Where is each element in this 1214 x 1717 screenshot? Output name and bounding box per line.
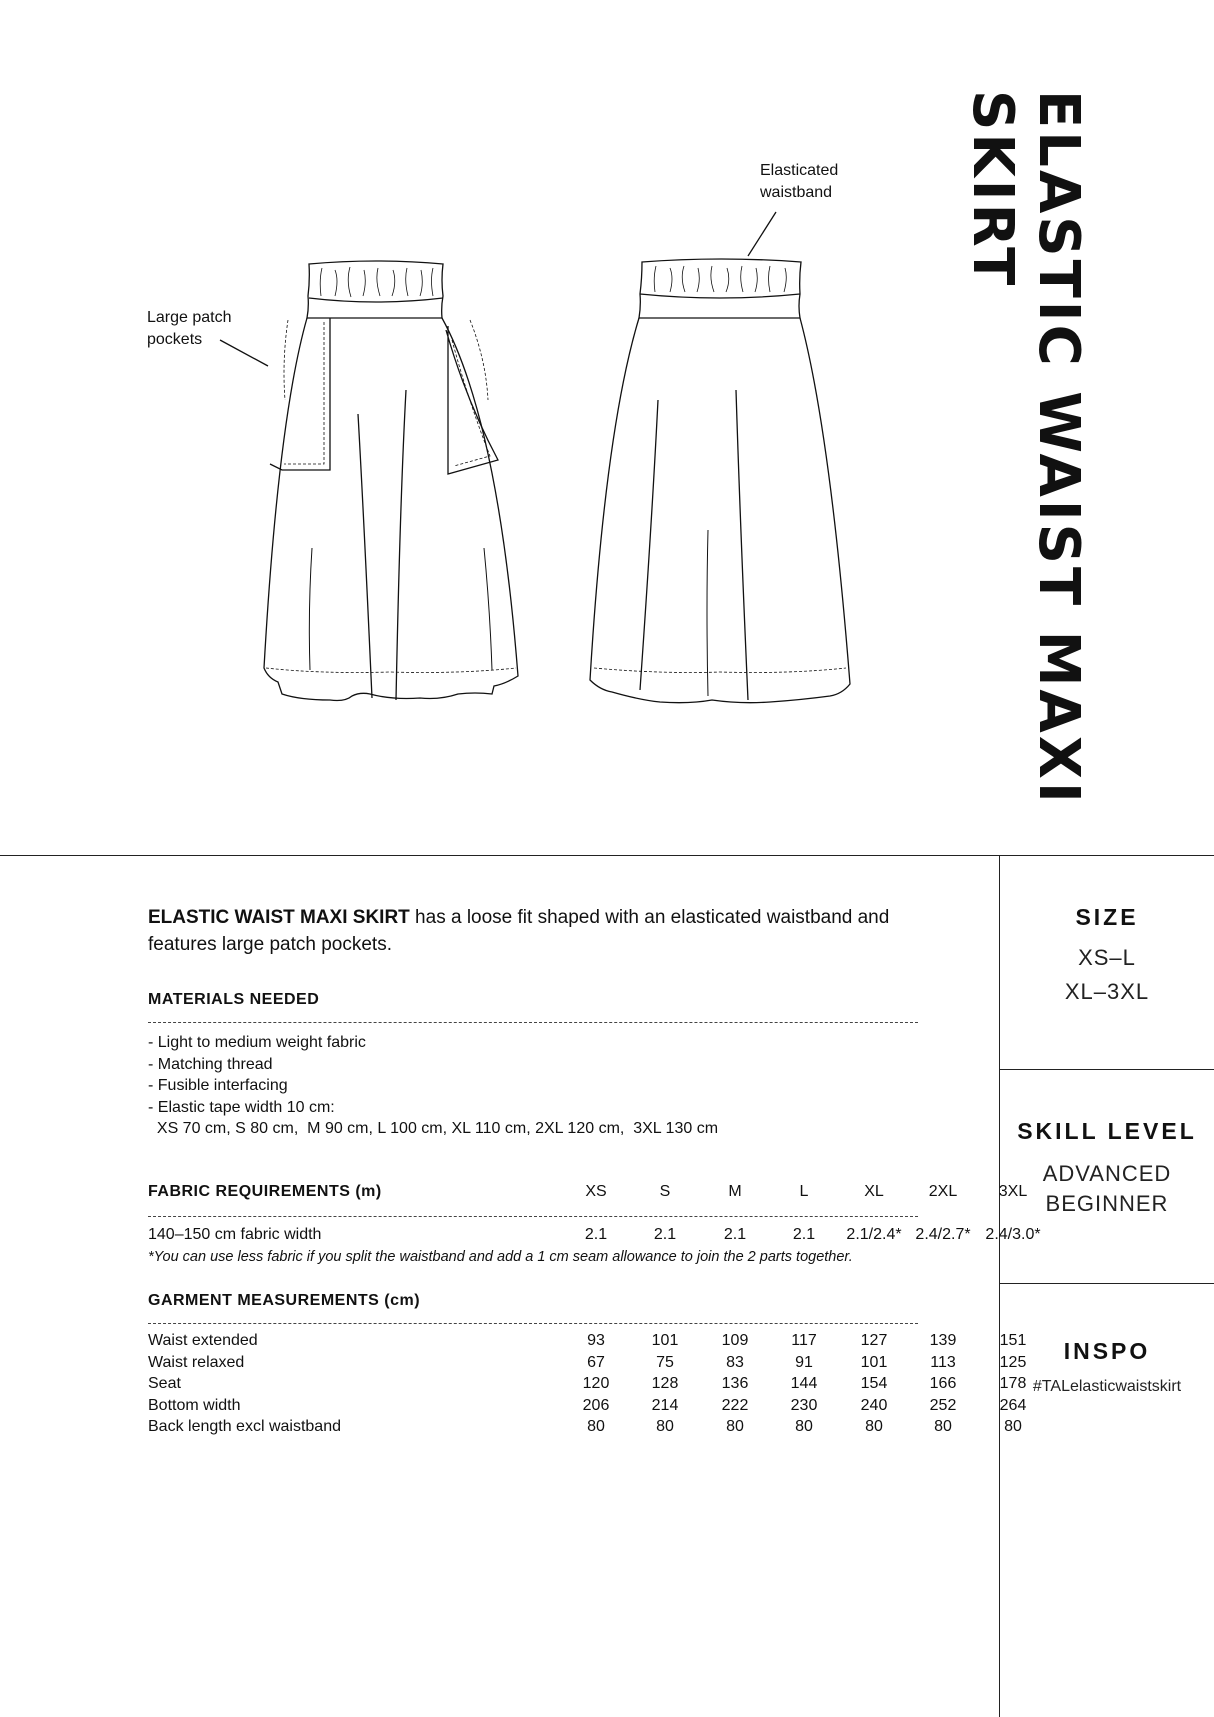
fabric-heading: FABRIC REQUIREMENTS (m) xyxy=(148,1183,382,1200)
size-header: 3XL xyxy=(998,1183,1028,1200)
pattern-description xyxy=(148,904,928,958)
table-cell: 139 xyxy=(929,1332,957,1349)
inspo-hashtag: #TALelasticwaistskirt xyxy=(1032,1378,1182,1395)
table-cell: 128 xyxy=(651,1375,679,1392)
table-cell: 109 xyxy=(721,1332,749,1349)
size-header: M xyxy=(728,1183,742,1200)
garment-dash-rule xyxy=(148,1323,918,1324)
fabric-cell: 2.1 xyxy=(653,1226,677,1243)
table-cell: 80 xyxy=(865,1418,883,1435)
garment-heading: GARMENT MEASUREMENTS (cm) xyxy=(148,1292,421,1309)
materials-item: - Matching thread xyxy=(148,1055,273,1073)
front-skirt-drawing xyxy=(264,261,518,701)
skill-level-value-1: ADVANCED xyxy=(1042,1161,1172,1186)
table-cell: 125 xyxy=(999,1353,1027,1371)
callout-waistband: Elasticated waistband xyxy=(760,162,839,201)
size-value-2: XL–3XL xyxy=(1064,979,1150,1004)
fabric-row-label: 140–150 cm fabric width xyxy=(148,1226,322,1243)
fabric-cell: 2.1 xyxy=(584,1226,608,1243)
horizontal-divider xyxy=(0,855,1214,856)
table-cell: 117 xyxy=(791,1332,817,1349)
table-cell: 80 xyxy=(1004,1418,1022,1435)
size-header: XL xyxy=(864,1183,884,1200)
size-header: L xyxy=(799,1183,809,1200)
title-line-1: ELASTIC WAIST MAXI xyxy=(1026,90,1091,806)
table-cell: 240 xyxy=(860,1396,888,1414)
table-cell: 101 xyxy=(651,1332,679,1349)
materials-list xyxy=(148,1032,718,1140)
table-cell: 80 xyxy=(587,1418,605,1435)
size-value-1: XS–L xyxy=(1078,945,1136,970)
back-skirt-drawing xyxy=(590,259,850,703)
table-cell: 178 xyxy=(999,1375,1027,1392)
fabric-cell: 2.4/3.0* xyxy=(985,1226,1041,1243)
fabric-cell: 2.4/2.7* xyxy=(915,1226,971,1243)
table-cell: 222 xyxy=(721,1396,749,1414)
row-label: Back length excl waistband xyxy=(148,1418,341,1435)
description-text: has a loose fit shaped with an elasticated waistband and features large patch pockets. xyxy=(148,907,890,955)
table-cell: 80 xyxy=(656,1418,674,1435)
table-cell: 206 xyxy=(582,1396,610,1414)
table-cell: 113 xyxy=(930,1353,956,1371)
table-cell: 75 xyxy=(656,1353,674,1371)
materials-heading: MATERIALS NEEDED xyxy=(148,991,320,1008)
row-label: Seat xyxy=(148,1375,181,1392)
table-cell: 80 xyxy=(795,1418,813,1435)
table-cell: 166 xyxy=(929,1375,957,1392)
fabric-dash-rule xyxy=(148,1216,918,1217)
table-cell: 230 xyxy=(790,1396,818,1414)
row-label: Waist relaxed xyxy=(148,1353,245,1371)
materials-item: - Fusible interfacing xyxy=(148,1077,288,1094)
fabric-cell: 2.1 xyxy=(792,1226,816,1243)
fabric-cell: 2.1 xyxy=(723,1226,747,1243)
materials-item: - Light to medium weight fabric xyxy=(148,1034,366,1051)
materials-item: - Elastic tape width 10 cm: xyxy=(148,1098,335,1116)
table-cell: 80 xyxy=(726,1418,744,1435)
inspo-heading: INSPO xyxy=(1063,1338,1151,1364)
waistband-leader-line xyxy=(748,212,776,256)
materials-item: XS 70 cm, S 80 cm, M 90 cm, L 100 cm, XL 110 cm, 2XL 120 cm, 3XL 130 cm xyxy=(148,1120,719,1137)
skirt-technical-drawing xyxy=(0,0,1000,760)
skill-level-heading: SKILL LEVEL xyxy=(1017,1118,1197,1144)
size-heading: SIZE xyxy=(1075,904,1139,930)
table-cell: 252 xyxy=(929,1396,957,1414)
size-header: XS xyxy=(585,1183,607,1200)
table-cell: 127 xyxy=(860,1332,888,1349)
size-header: 2XL xyxy=(928,1183,958,1200)
table-cell: 91 xyxy=(795,1353,813,1371)
table-cell: 93 xyxy=(587,1332,605,1349)
table-cell: 214 xyxy=(651,1396,679,1414)
table-cell: 144 xyxy=(790,1375,818,1392)
size-header: S xyxy=(659,1183,671,1200)
table-cell: 101 xyxy=(860,1353,888,1371)
fabric-footnote: *You can use less fabric if you split the waistband and add a 1 cm seam allowance to join the 2 parts together. xyxy=(148,1249,853,1265)
description-name: ELASTIC WAIST MAXI SKIRT xyxy=(148,907,410,928)
row-label: Bottom width xyxy=(148,1396,241,1414)
fabric-cell: 2.1/2.4* xyxy=(846,1226,902,1243)
pattern-title xyxy=(960,90,1110,806)
table-cell: 151 xyxy=(999,1332,1027,1349)
table-cell: 136 xyxy=(721,1375,749,1392)
table-cell: 83 xyxy=(726,1353,744,1371)
table-cell: 67 xyxy=(587,1353,605,1371)
title-line-2: SKIRT xyxy=(960,90,1025,289)
skill-level-value-2: BEGINNER xyxy=(1045,1191,1169,1216)
table-cell: 80 xyxy=(934,1418,952,1435)
materials-dash-rule xyxy=(148,1022,918,1023)
sidebar-separator-2 xyxy=(999,1283,1214,1284)
row-label: Waist extended xyxy=(148,1332,258,1349)
table-cell: 264 xyxy=(999,1396,1027,1414)
pockets-leader-line xyxy=(220,340,268,366)
table-cell: 120 xyxy=(582,1375,610,1392)
callout-pockets: Large patch pockets xyxy=(147,309,232,348)
sidebar-separator-1 xyxy=(999,1069,1214,1070)
table-cell: 154 xyxy=(860,1375,888,1392)
